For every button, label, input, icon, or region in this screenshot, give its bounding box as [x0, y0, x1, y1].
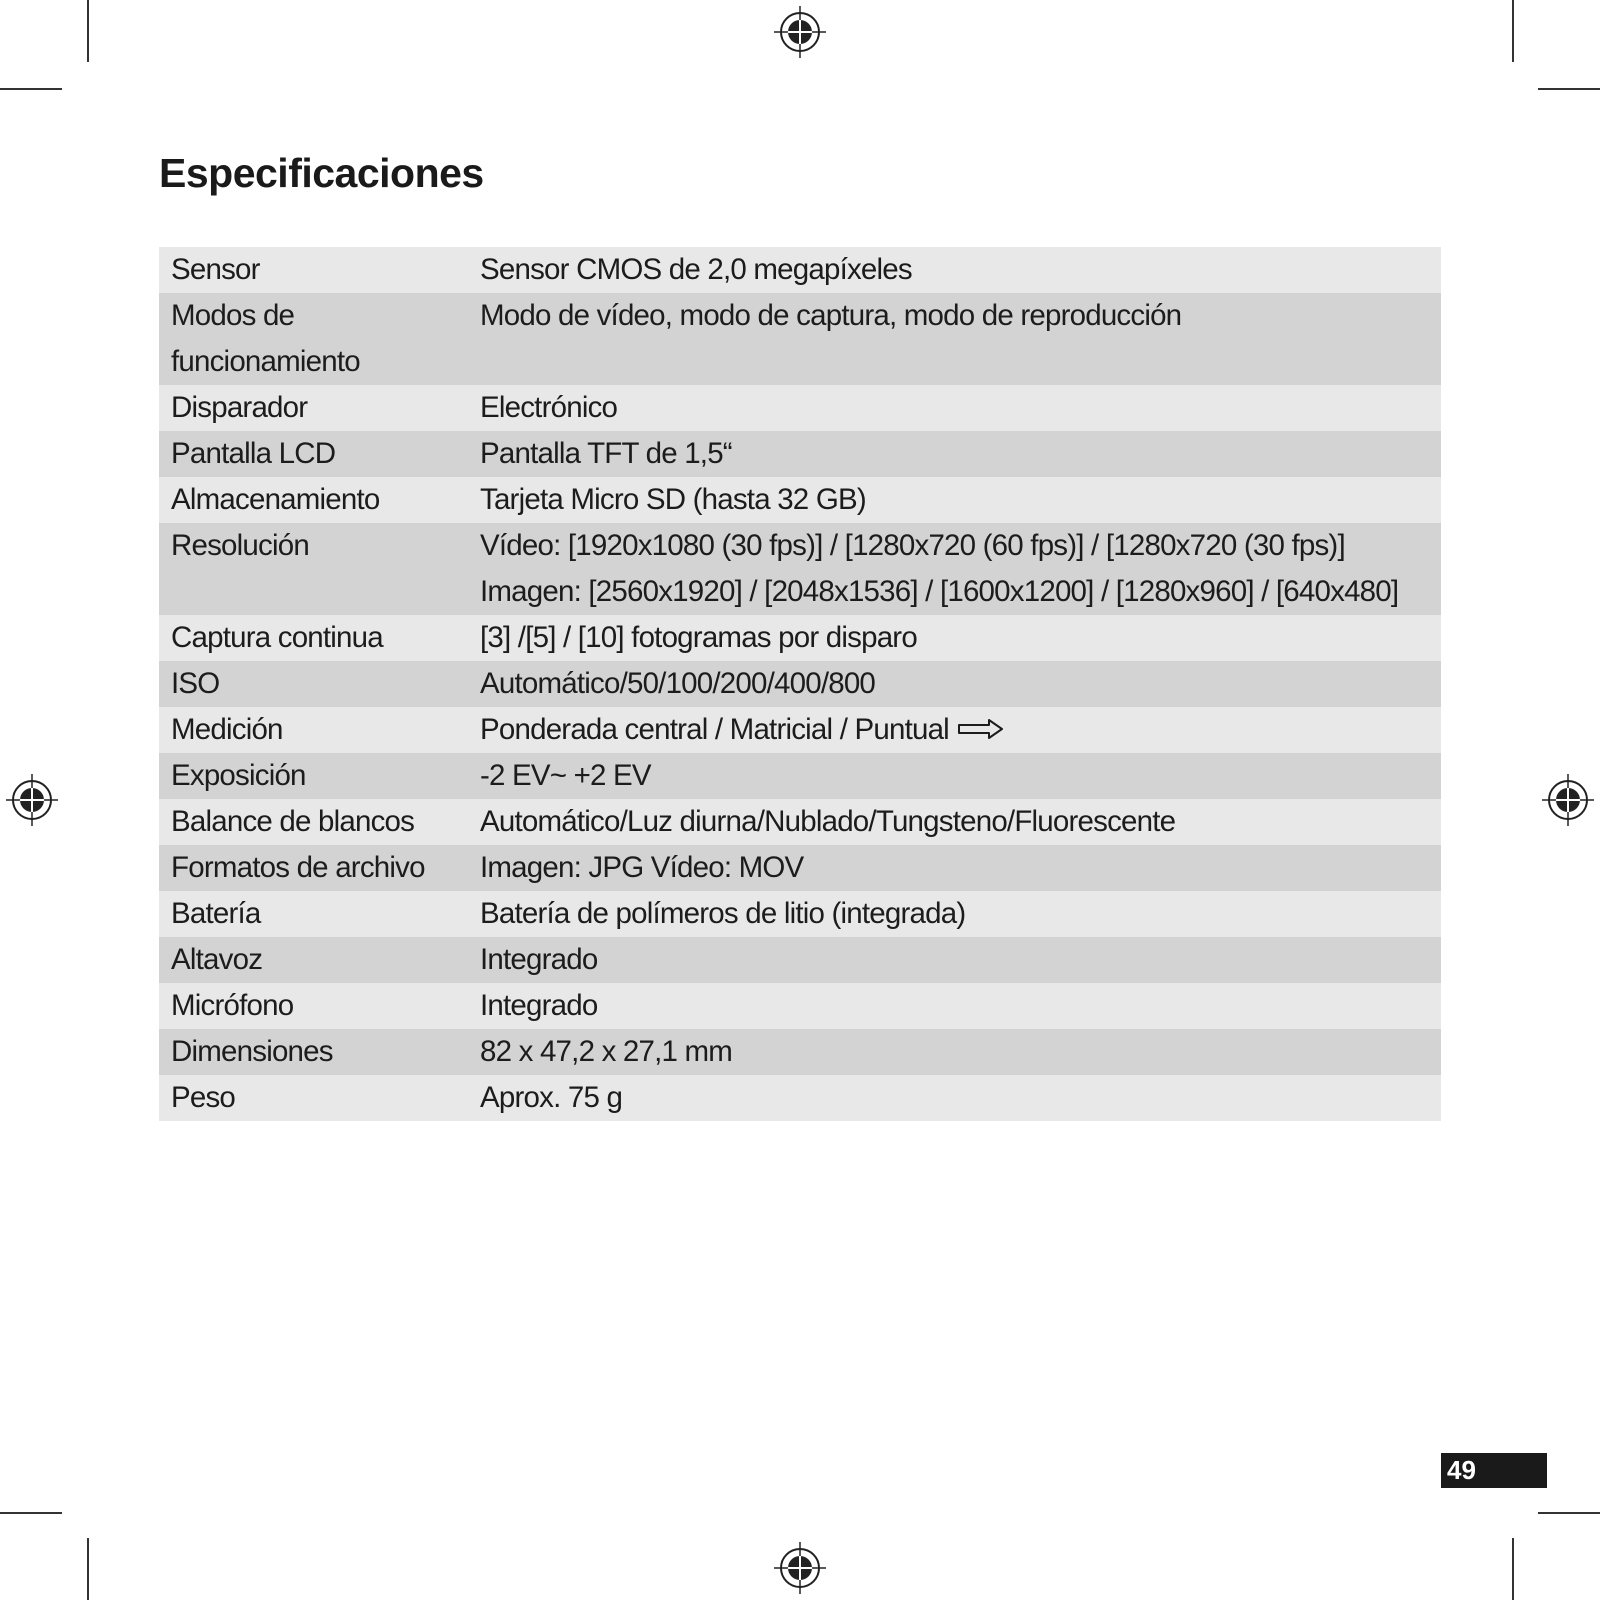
spec-label-line: Medición — [171, 713, 283, 746]
spec-label-line: ISO — [171, 667, 220, 700]
spec-value — [468, 523, 1441, 615]
registration-mark-left-icon — [4, 772, 60, 828]
spec-label — [159, 983, 468, 1029]
spec-value — [468, 845, 1441, 891]
spec-value-line — [480, 523, 1441, 569]
table-row — [159, 845, 1441, 891]
spec-label-line: Dimensiones — [171, 1035, 333, 1068]
spec-label-line: Disparador — [171, 391, 308, 424]
spec-label-line: Sensor — [171, 253, 260, 286]
spec-value-text: Tarjeta Micro SD (hasta 32 GB) — [480, 483, 866, 516]
spec-value-line — [480, 937, 1441, 983]
table-row — [159, 615, 1441, 661]
spec-value-text: 82 x 47,2 x 27,1 mm — [480, 1035, 733, 1068]
crop-mark-bottom-left-horizontal — [0, 1512, 62, 1514]
table-row — [159, 661, 1441, 707]
spec-label — [159, 523, 468, 615]
spec-value-line — [480, 569, 1441, 615]
spec-value — [468, 661, 1441, 707]
spec-label-line: Altavoz — [171, 943, 263, 976]
spec-value — [468, 431, 1441, 477]
spec-label-line: Modos de — [171, 299, 295, 332]
spec-value-text: Imagen: [2560x1920] / [2048x1536] / [1600x1200] / [1280x960] / [640x480] — [480, 575, 1399, 608]
table-row — [159, 1029, 1441, 1075]
spec-label-line: Captura continua — [171, 621, 383, 654]
spec-value — [468, 1075, 1441, 1121]
table-row — [159, 385, 1441, 431]
crop-mark-bottom-left-vertical — [87, 1538, 89, 1600]
table-row — [159, 937, 1441, 983]
spec-label — [159, 845, 468, 891]
spec-value-line — [480, 845, 1441, 891]
spec-label — [159, 1029, 468, 1075]
spec-label — [159, 431, 468, 477]
spec-label — [159, 477, 468, 523]
spec-label-line: Almacenamiento — [171, 483, 380, 516]
spec-value-line — [480, 753, 1441, 799]
registration-mark-bottom-icon — [772, 1540, 828, 1596]
spec-label-line: Pantalla LCD — [171, 437, 336, 470]
table-row — [159, 431, 1441, 477]
right-arrow-icon — [957, 717, 1005, 741]
spec-label — [159, 385, 468, 431]
spec-value — [468, 247, 1441, 293]
spec-label — [159, 891, 468, 937]
spec-value-text: Pantalla TFT de 1,5“ — [480, 437, 732, 470]
spec-value-text: Integrado — [480, 943, 598, 976]
specifications-table — [159, 247, 1441, 1121]
spec-value-line — [480, 615, 1441, 661]
spec-label — [159, 753, 468, 799]
spec-label-line: Exposición — [171, 759, 306, 792]
table-row — [159, 477, 1441, 523]
crop-mark-top-left-vertical — [87, 0, 89, 62]
spec-label-line: Formatos de archivo — [171, 851, 425, 884]
spec-value — [468, 753, 1441, 799]
spec-value — [468, 983, 1441, 1029]
spec-value-text: Modo de vídeo, modo de captura, modo de reproducción — [480, 299, 1182, 332]
spec-value-line — [480, 891, 1441, 937]
spec-label — [159, 615, 468, 661]
spec-value-line — [480, 431, 1441, 477]
spec-value-line — [480, 385, 1441, 431]
table-row — [159, 1075, 1441, 1121]
spec-value-line — [480, 799, 1441, 845]
spec-value-line — [480, 247, 1441, 293]
spec-value — [468, 799, 1441, 845]
spec-label — [159, 293, 468, 385]
spec-value — [468, 477, 1441, 523]
spec-value — [468, 615, 1441, 661]
spec-value-text: Integrado — [480, 989, 598, 1022]
spec-value — [468, 891, 1441, 937]
spec-value-text: Batería de polímeros de litio (integrada) — [480, 897, 966, 930]
spec-value-text: Automático/Luz diurna/Nublado/Tungsteno/Fluorescente — [480, 805, 1176, 838]
spec-value-text: Automático/50/100/200/400/800 — [480, 667, 876, 700]
spec-label — [159, 661, 468, 707]
spec-value-line — [480, 293, 1441, 339]
spec-value-text: -2 EV~ +2 EV — [480, 759, 651, 792]
spec-value-line — [480, 661, 1441, 707]
spec-label — [159, 247, 468, 293]
spec-value-text: Electrónico — [480, 391, 618, 424]
spec-value — [468, 707, 1441, 753]
registration-mark-right-icon — [1540, 772, 1596, 828]
spec-label-line: Micrófono — [171, 989, 294, 1022]
crop-mark-top-right-horizontal — [1538, 88, 1600, 90]
spec-label — [159, 1075, 468, 1121]
crop-mark-bottom-right-vertical — [1512, 1538, 1514, 1600]
spec-label-line: Resolución — [171, 529, 309, 562]
spec-value-text: Aprox. 75 g — [480, 1081, 623, 1114]
spec-value-line — [480, 707, 1441, 753]
spec-value-line — [480, 1029, 1441, 1075]
spec-label — [159, 707, 468, 753]
spec-value-line — [480, 1075, 1441, 1121]
spec-label-line: funcionamiento — [171, 345, 360, 378]
spec-value-text: [3] /[5] / [10] fotogramas por disparo — [480, 621, 917, 654]
table-row — [159, 247, 1441, 293]
spec-label — [159, 799, 468, 845]
spec-label-line: Peso — [171, 1081, 236, 1114]
page-title: Especificaciones — [159, 150, 484, 196]
spec-label — [159, 937, 468, 983]
table-row — [159, 799, 1441, 845]
registration-mark-top-icon — [772, 4, 828, 60]
table-row — [159, 753, 1441, 799]
spec-label-line: Balance de blancos — [171, 805, 415, 838]
spec-value — [468, 385, 1441, 431]
table-row — [159, 293, 1441, 385]
table-row — [159, 523, 1441, 615]
spec-value-text: Vídeo: [1920x1080 (30 fps)] / [1280x720 (60 fps)] / [1280x720 (30 fps)] — [480, 529, 1345, 562]
table-row — [159, 891, 1441, 937]
spec-value-text: Sensor CMOS de 2,0 megapíxeles — [480, 253, 912, 286]
spec-label-line: Batería — [171, 897, 261, 930]
spec-value-line — [480, 983, 1441, 1029]
crop-mark-top-left-horizontal — [0, 88, 62, 90]
crop-mark-top-right-vertical — [1512, 0, 1514, 62]
table-row — [159, 983, 1441, 1029]
spec-value-text: Ponderada central / Matricial / Puntual — [480, 713, 949, 746]
crop-mark-bottom-right-horizontal — [1538, 1512, 1600, 1514]
table-row — [159, 707, 1441, 753]
page-number: 49 — [1441, 1453, 1547, 1488]
spec-value — [468, 937, 1441, 983]
spec-value — [468, 1029, 1441, 1075]
spec-value — [468, 293, 1441, 385]
spec-value-text: Imagen: JPG Vídeo: MOV — [480, 851, 804, 884]
spec-value-line — [480, 477, 1441, 523]
